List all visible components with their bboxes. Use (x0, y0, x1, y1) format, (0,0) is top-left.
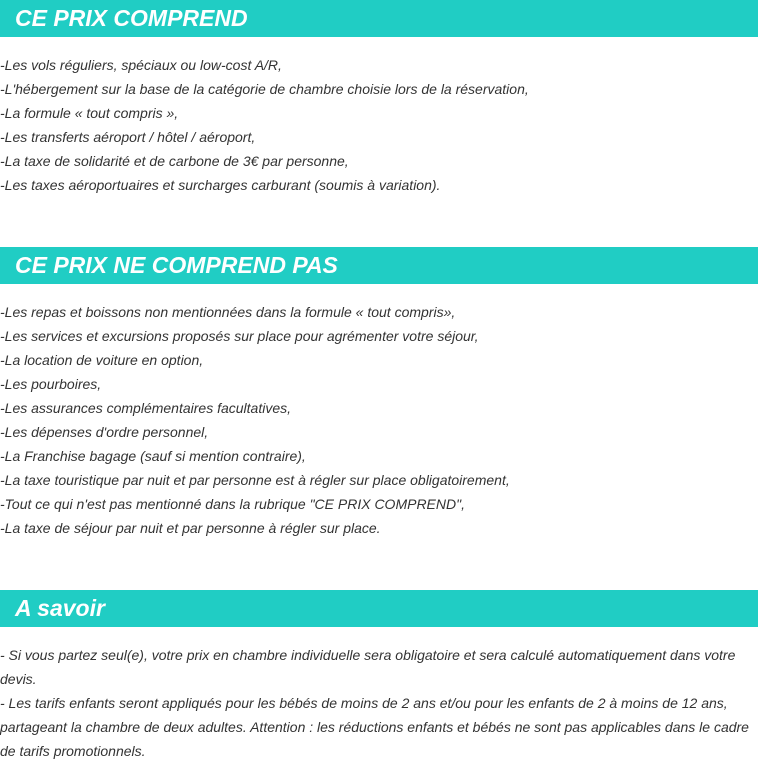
list-item: -La location de voiture en option, (0, 352, 204, 368)
list-item: -Les taxes aéroportuaires et surcharges carburant (soumis à variation). (0, 177, 441, 193)
section-title-not-included: CE PRIX NE COMPREND PAS (15, 252, 338, 278)
section-title-good-to-know: A savoir (15, 595, 105, 621)
list-item: -Les pourboires, (0, 376, 102, 392)
section-header-included (0, 0, 758, 37)
list-item: -Les services et excursions proposés sur place pour agrémenter votre séjour, (0, 328, 479, 344)
list-item: -La formule « tout compris », (0, 105, 179, 121)
list-item: -Les repas et boissons non mentionnées dans la formule « tout compris», (0, 304, 456, 320)
note-paragraph: - Les tarifs enfants seront appliqués pour les bébés de moins de 2 ans et/ou pour les enfants de 2 à moins de 12 ans, partageant la chambre de deux adultes. Attention : les réductions enfants et bébés ne sont pas applicables dans le cadre de tarifs promotionnels. (0, 695, 749, 759)
list-item: -Les vols réguliers, spéciaux ou low-cost A/R, (0, 57, 282, 73)
good-to-know-notes (0, 643, 758, 763)
section-header-not-included (0, 247, 758, 284)
list-item: -Tout ce qui n'est pas mentionné dans la rubrique "CE PRIX COMPREND", (0, 496, 465, 512)
section-title-included: CE PRIX COMPREND (15, 5, 248, 31)
list-item: -Les assurances complémentaires facultatives, (0, 400, 292, 416)
not-included-list (0, 300, 758, 540)
list-item: -Les dépenses d'ordre personnel, (0, 424, 209, 440)
list-item: -La taxe touristique par nuit et par personne est à régler sur place obligatoirement, (0, 472, 510, 488)
list-item: -La taxe de solidarité et de carbone de 3€ par personne, (0, 153, 349, 169)
list-item: -L'hébergement sur la base de la catégorie de chambre choisie lors de la réservation, (0, 81, 529, 97)
list-item: -Les transferts aéroport / hôtel / aéroport, (0, 129, 256, 145)
list-item: -La taxe de séjour par nuit et par personne à régler sur place. (0, 520, 381, 536)
list-item: -La Franchise bagage (sauf si mention contraire), (0, 448, 306, 464)
note-paragraph: - Si vous partez seul(e), votre prix en chambre individuelle sera obligatoire et sera calculé automatiquement dans votre devis. (0, 647, 736, 687)
included-list (0, 53, 758, 197)
section-header-good-to-know (0, 590, 758, 627)
